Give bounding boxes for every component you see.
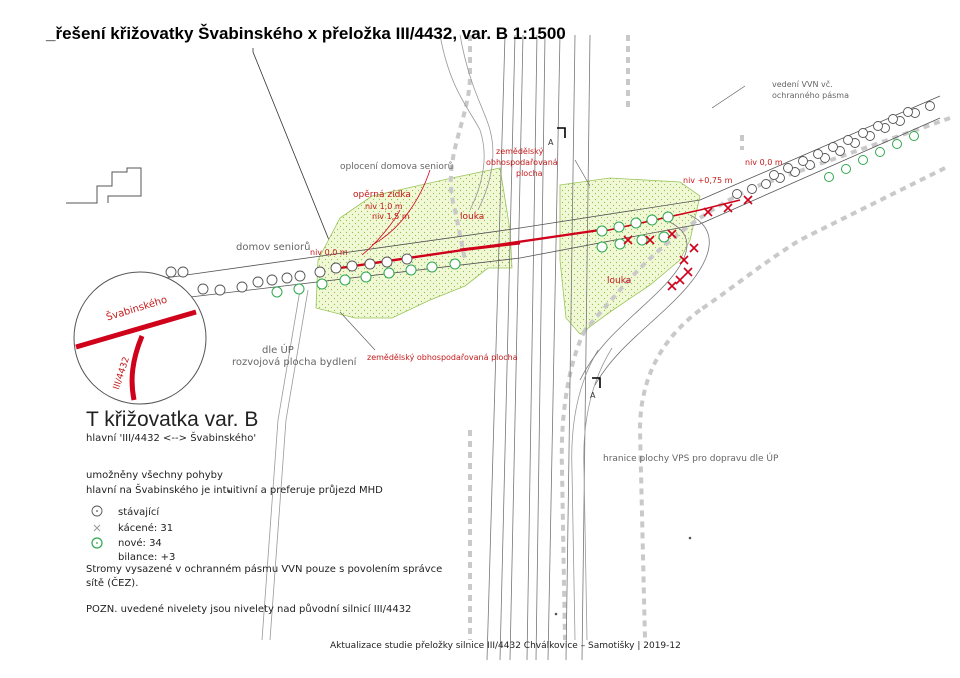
label-section-a-top: A [548,138,554,147]
label-vedeni-1: vedení VVN vč. [772,80,833,89]
label-niv-00-left: niv 0,0 m [310,248,348,257]
tree-cut-icon [94,525,100,531]
label-niv-10: niv 1,0 m [365,202,403,211]
label-dle-up-2: rozvojová plocha bydlení [232,357,357,368]
survey-dots [228,490,692,616]
label-hranice: hranice plochy VPS pro dopravu dle ÚP [603,454,779,464]
label-section-a-bottom: A [590,391,596,400]
rail-corridor [487,35,590,660]
trees-existing [166,102,935,296]
legend-bilance: bilance: +3 [118,552,176,563]
legend-stavajici: stávající [118,507,160,518]
inset-label-svabinskeho: Švabinského [105,294,169,324]
tree-new-icon [272,287,282,297]
label-vedeni-2: ochranného pásma [772,91,849,100]
label-oploceni: oplocení domova seniorů [340,162,454,172]
label-zemedelsky-3: plocha [516,169,543,178]
legend-symbols [88,504,106,550]
label-louka-right: louka [607,276,632,286]
footer: Aktualizace studie přeložky silnice III/4432 Chválkovice – Samotišky | 2019-12 [330,641,681,651]
label-dle-up-1: dle ÚP [262,345,294,356]
label-zemedelsky-1: zemědělský [496,147,544,156]
side-roads [262,35,612,640]
leader-line [253,48,335,255]
page-title: _řešení křižovatky Švabinského x přeložka III/4432, var. B 1:1500 [46,24,566,43]
legend-heading: T křižovatka var. B [86,408,259,431]
legend-pozn: POZN. uvedené nivelety jsou nivelety nad původní silnicí III/4432 [86,604,412,615]
legend-subheading: hlavní 'III/4432 <--> Švabinského' [86,433,257,444]
inset-label-road: III/4432 [112,355,132,392]
label-niv-15: niv 1,5 m [372,212,410,221]
tree-existing-icon [166,267,176,277]
label-louka-left: louka [460,212,485,222]
label-domov-senioru: domov seniorů [236,242,311,253]
label-zemedelsky-bottom: zemědělský obhospodařovaná plocha [367,353,518,362]
legend-note1: Stromy vysazené v ochranném pásmu VVN pouze s povolením správce [86,564,443,575]
label-niv-075: niv +0,75 m [683,176,733,185]
label-zemedelsky-2: obhospodařovaná [486,158,558,167]
building-outline [66,168,141,203]
label-niv-00-right: niv 0,0 m [745,158,783,167]
legend-note2: sítě (ČEZ). [86,578,139,589]
legend-line1: umožněny všechny pohyby [86,470,223,481]
meadow-right [560,178,700,334]
label-operna-zidka: opěrná zídka [353,190,411,200]
legend-nove: nové: 34 [118,538,162,549]
legend-line2: hlavní na Švabinského je intuitivní a preferuje průjezd MHD [86,485,383,496]
legend-kacene: kácené: 31 [118,523,174,534]
